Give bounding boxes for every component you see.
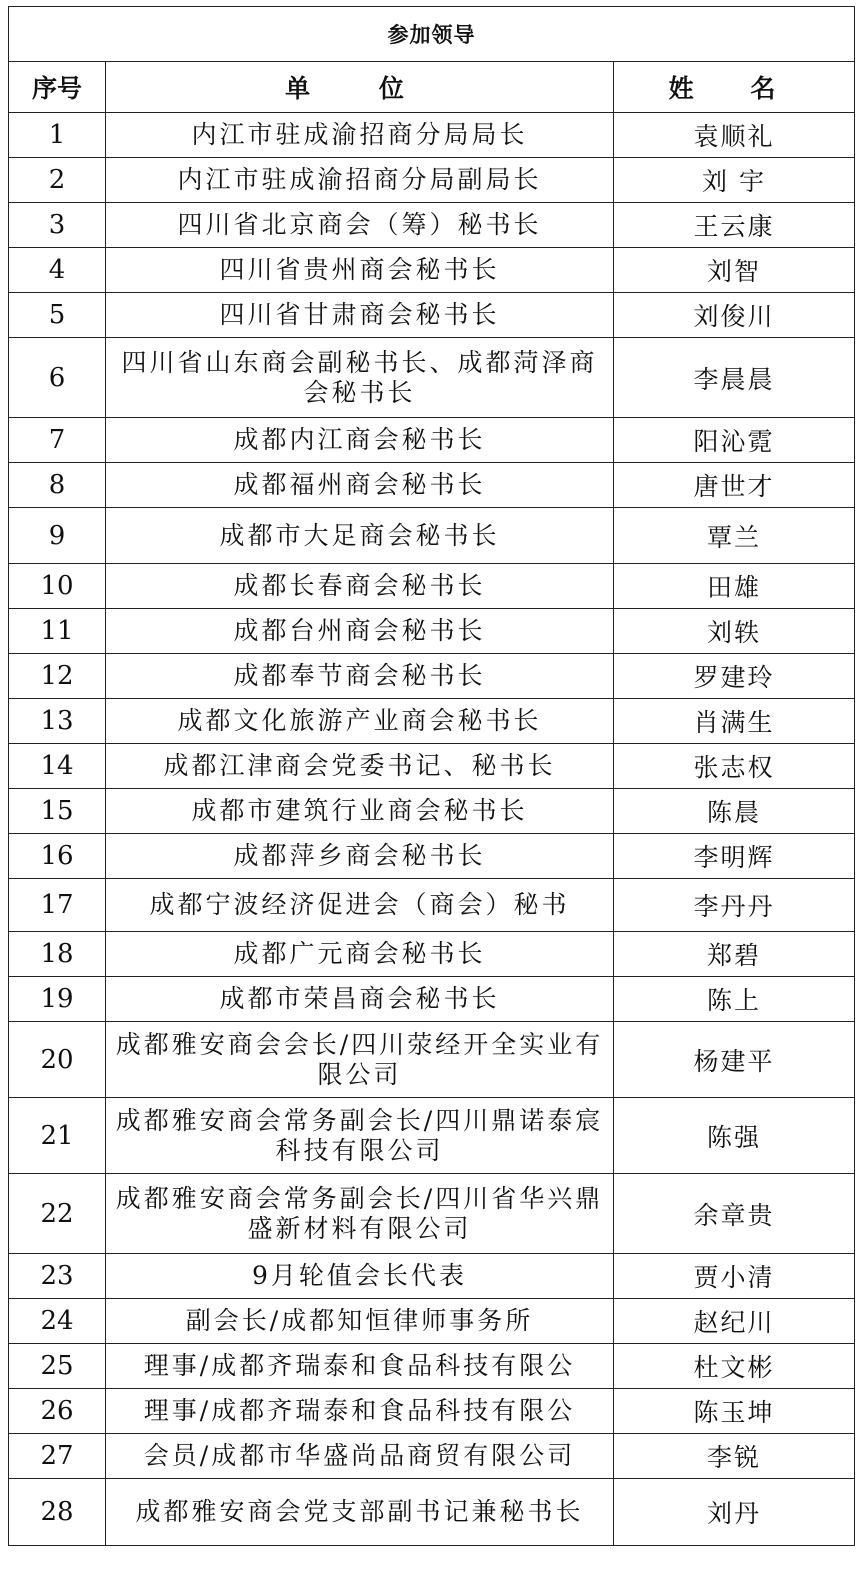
row-name: 陈上 bbox=[614, 977, 855, 1022]
row-unit: 9月轮值会长代表 bbox=[106, 1254, 614, 1299]
row-name: 郑碧 bbox=[614, 932, 855, 977]
row-number: 14 bbox=[9, 744, 106, 789]
row-unit: 成都文化旅游产业商会秘书长 bbox=[106, 699, 614, 744]
row-unit: 成都市建筑行业商会秘书长 bbox=[106, 789, 614, 834]
table-row bbox=[9, 1479, 855, 1546]
title-row bbox=[9, 7, 855, 62]
table-row bbox=[9, 1389, 855, 1434]
row-name: 杜文彬 bbox=[614, 1344, 855, 1389]
row-number: 11 bbox=[9, 609, 106, 654]
table-row bbox=[9, 654, 855, 699]
row-name: 李明辉 bbox=[614, 834, 855, 879]
table-row bbox=[9, 789, 855, 834]
row-name: 罗建玲 bbox=[614, 654, 855, 699]
row-unit: 四川省甘肃商会秘书长 bbox=[106, 293, 614, 338]
row-number: 7 bbox=[9, 418, 106, 463]
row-name: 李锐 bbox=[614, 1434, 855, 1479]
row-number: 10 bbox=[9, 564, 106, 609]
table-row bbox=[9, 834, 855, 879]
row-name: 刘智 bbox=[614, 248, 855, 293]
row-unit: 四川省贵州商会秘书长 bbox=[106, 248, 614, 293]
table-row bbox=[9, 1299, 855, 1344]
row-name: 杨建平 bbox=[614, 1022, 855, 1098]
table-row bbox=[9, 158, 855, 203]
row-unit: 成都市荣昌商会秘书长 bbox=[106, 977, 614, 1022]
row-number: 9 bbox=[9, 508, 106, 564]
row-unit: 四川省山东商会副秘书长、成都菏泽商会秘书长 bbox=[106, 338, 614, 418]
header-unit: 单 位 bbox=[106, 62, 614, 113]
table-row bbox=[9, 1174, 855, 1254]
row-number: 17 bbox=[9, 879, 106, 932]
row-number: 13 bbox=[9, 699, 106, 744]
row-number: 8 bbox=[9, 463, 106, 508]
row-number: 15 bbox=[9, 789, 106, 834]
row-number: 20 bbox=[9, 1022, 106, 1098]
row-name: 陈玉坤 bbox=[614, 1389, 855, 1434]
row-unit: 成都内江商会秘书长 bbox=[106, 418, 614, 463]
row-number: 4 bbox=[9, 248, 106, 293]
row-number: 23 bbox=[9, 1254, 106, 1299]
table-row bbox=[9, 1344, 855, 1389]
row-name: 陈强 bbox=[614, 1098, 855, 1174]
table-row bbox=[9, 744, 855, 789]
row-number: 26 bbox=[9, 1389, 106, 1434]
row-unit: 成都萍乡商会秘书长 bbox=[106, 834, 614, 879]
table-row bbox=[9, 1434, 855, 1479]
table-row bbox=[9, 113, 855, 158]
table-row bbox=[9, 699, 855, 744]
table-row bbox=[9, 418, 855, 463]
header-row bbox=[9, 62, 855, 113]
row-name: 余章贵 bbox=[614, 1174, 855, 1254]
row-name: 刘 宇 bbox=[614, 158, 855, 203]
row-unit: 理事/成都齐瑞泰和食品科技有限公 bbox=[106, 1344, 614, 1389]
row-number: 2 bbox=[9, 158, 106, 203]
table-row bbox=[9, 977, 855, 1022]
row-name: 贾小清 bbox=[614, 1254, 855, 1299]
row-number: 5 bbox=[9, 293, 106, 338]
row-number: 6 bbox=[9, 338, 106, 418]
row-name: 刘丹 bbox=[614, 1479, 855, 1546]
row-unit: 理事/成都齐瑞泰和食品科技有限公 bbox=[106, 1389, 614, 1434]
table-row bbox=[9, 1022, 855, 1098]
row-name: 覃兰 bbox=[614, 508, 855, 564]
row-unit: 成都长春商会秘书长 bbox=[106, 564, 614, 609]
row-number: 24 bbox=[9, 1299, 106, 1344]
row-number: 12 bbox=[9, 654, 106, 699]
row-unit: 成都台州商会秘书长 bbox=[106, 609, 614, 654]
row-name: 赵纪川 bbox=[614, 1299, 855, 1344]
row-number: 18 bbox=[9, 932, 106, 977]
row-name: 肖满生 bbox=[614, 699, 855, 744]
row-unit: 成都雅安商会常务副会长/四川省华兴鼎盛新材料有限公司 bbox=[106, 1174, 614, 1254]
table-row bbox=[9, 463, 855, 508]
row-name: 阳沁霓 bbox=[614, 418, 855, 463]
row-unit: 内江市驻成渝招商分局副局长 bbox=[106, 158, 614, 203]
row-unit: 成都江津商会党委书记、秘书长 bbox=[106, 744, 614, 789]
row-number: 22 bbox=[9, 1174, 106, 1254]
table-title: 参加领导 bbox=[9, 7, 855, 62]
row-unit: 成都市大足商会秘书长 bbox=[106, 508, 614, 564]
row-unit: 四川省北京商会（筹）秘书长 bbox=[106, 203, 614, 248]
row-number: 27 bbox=[9, 1434, 106, 1479]
table-row bbox=[9, 248, 855, 293]
row-number: 19 bbox=[9, 977, 106, 1022]
row-number: 1 bbox=[9, 113, 106, 158]
row-unit: 成都雅安商会党支部副书记兼秘书长 bbox=[106, 1479, 614, 1546]
row-number: 21 bbox=[9, 1098, 106, 1174]
row-unit: 成都雅安商会会长/四川荥经开全实业有限公司 bbox=[106, 1022, 614, 1098]
table-row bbox=[9, 1254, 855, 1299]
table-row bbox=[9, 609, 855, 654]
row-name: 袁顺礼 bbox=[614, 113, 855, 158]
row-name: 李丹丹 bbox=[614, 879, 855, 932]
row-name: 唐世才 bbox=[614, 463, 855, 508]
header-name: 姓 名 bbox=[614, 62, 855, 113]
row-unit: 成都福州商会秘书长 bbox=[106, 463, 614, 508]
row-unit: 成都宁波经济促进会（商会）秘书 bbox=[106, 879, 614, 932]
row-name: 张志权 bbox=[614, 744, 855, 789]
row-number: 25 bbox=[9, 1344, 106, 1389]
row-number: 16 bbox=[9, 834, 106, 879]
row-name: 田雄 bbox=[614, 564, 855, 609]
row-unit: 成都奉节商会秘书长 bbox=[106, 654, 614, 699]
header-no: 序号 bbox=[9, 62, 106, 113]
table-row bbox=[9, 564, 855, 609]
table-row bbox=[9, 203, 855, 248]
row-name: 王云康 bbox=[614, 203, 855, 248]
table-row bbox=[9, 508, 855, 564]
row-unit: 成都雅安商会常务副会长/四川鼎诺泰宸科技有限公司 bbox=[106, 1098, 614, 1174]
row-name: 刘俊川 bbox=[614, 293, 855, 338]
row-name: 刘轶 bbox=[614, 609, 855, 654]
row-unit: 内江市驻成渝招商分局局长 bbox=[106, 113, 614, 158]
table-row bbox=[9, 879, 855, 932]
table-row bbox=[9, 932, 855, 977]
row-name: 李晨晨 bbox=[614, 338, 855, 418]
row-number: 3 bbox=[9, 203, 106, 248]
row-number: 28 bbox=[9, 1479, 106, 1546]
row-unit: 副会长/成都知恒律师事务所 bbox=[106, 1299, 614, 1344]
table-row bbox=[9, 1098, 855, 1174]
row-unit: 会员/成都市华盛尚品商贸有限公司 bbox=[106, 1434, 614, 1479]
attendees-table bbox=[8, 6, 855, 1546]
table-row bbox=[9, 293, 855, 338]
row-unit: 成都广元商会秘书长 bbox=[106, 932, 614, 977]
table-row bbox=[9, 338, 855, 418]
row-name: 陈晨 bbox=[614, 789, 855, 834]
